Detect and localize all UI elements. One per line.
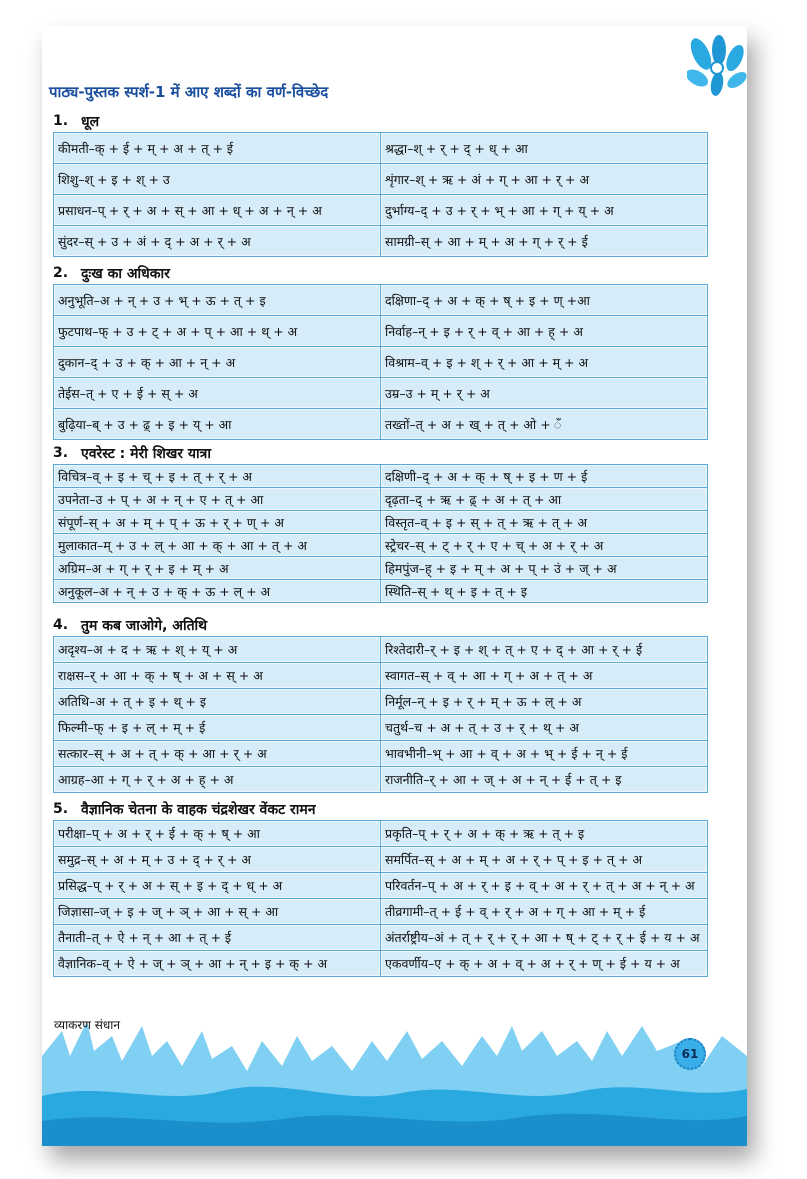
- table-cell: जिज्ञासा–ज् + इ + ज् + ञ् + आ + स् + आ: [54, 899, 381, 925]
- table-cell: सुंदर–स् + उ + अं + द् + अ + र् + अ: [54, 226, 381, 257]
- table-cell: फिल्मी–फ् + इ + ल् + म् + ई: [54, 715, 381, 741]
- table-cell: प्रकृति–प् + र् + अ + क् + ऋ + त् + इ: [381, 821, 708, 847]
- table-cell: उम्र–उ + म् + र् + अ: [381, 378, 708, 409]
- table-cell: स्वागत–स् + व् + आ + ग् + अ + त् + अ: [381, 663, 708, 689]
- table-cell: स्थिति–स् + थ् + इ + त् + इ: [381, 580, 708, 603]
- table-cell: अंतर्राष्ट्रीय–अं + त् + र् + र् + आ + ष् + ट् + र् + ई + य + अ: [381, 925, 708, 951]
- section-title: एवरेस्ट : मेरी शिखर यात्रा: [81, 445, 211, 462]
- section-number: 3.: [53, 445, 69, 461]
- table-row: [54, 663, 708, 689]
- section-title: धूल: [81, 113, 100, 130]
- section-heading: [49, 262, 704, 284]
- table-cell: राक्षस–र् + आ + क् + ष् + अ + स् + अ: [54, 663, 381, 689]
- section-title: तुम कब जाओगे, अतिथि: [81, 617, 208, 634]
- table-row: [54, 899, 708, 925]
- table-cell: वैज्ञानिक–व् + ऐ + ज् + ञ् + आ + न् + इ + क् + अ: [54, 951, 381, 977]
- table-row: [54, 226, 708, 257]
- table-cell: रिश्तेदारी–र् + इ + श् + त् + ए + द् + आ + र् + ई: [381, 637, 708, 663]
- wave-decoration: [42, 1011, 747, 1146]
- flower-decoration-icon: [687, 34, 747, 104]
- table-cell: भावभीनी–भ् + आ + व् + अ + भ् + ई + न् + ई: [381, 741, 708, 767]
- table-cell: तेईस–त् + ए + ई + स् + अ: [54, 378, 381, 409]
- table-cell: राजनीति–र् + आ + ज् + अ + न् + ई + त् + इ: [381, 767, 708, 793]
- table-cell: फुटपाथ–फ् + उ + ट् + अ + प् + आ + थ् + अ: [54, 316, 381, 347]
- table-cell: स्ट्रेचर–स् + ट् + र् + ए + च् + अ + र् + अ: [381, 534, 708, 557]
- table-row: [54, 488, 708, 511]
- table-row: [54, 409, 708, 440]
- table-row: [54, 164, 708, 195]
- table-cell: श्रद्धा–श् + र् + द् + ध् + आ: [381, 133, 708, 164]
- word-table: [53, 636, 708, 793]
- table-row: [54, 925, 708, 951]
- section-5: [49, 798, 704, 977]
- table-cell: परिवर्तन–प् + अ + र् + इ + व् + अ + र् + त् + अ + न् + अ: [381, 873, 708, 899]
- table-cell: निर्मूल–न् + इ + र् + म् + ऊ + ल् + अ: [381, 689, 708, 715]
- table-cell: शिशु–श् + इ + श् + उ: [54, 164, 381, 195]
- table-row: [54, 347, 708, 378]
- table-cell: कीमती–क् + ई + म् + अ + त् + ई: [54, 133, 381, 164]
- table-row: [54, 873, 708, 899]
- table-row: [54, 534, 708, 557]
- word-table: [53, 284, 708, 440]
- table-row: [54, 821, 708, 847]
- table-cell: परीक्षा–प् + अ + र् + ई + क् + ष् + आ: [54, 821, 381, 847]
- word-table: [53, 464, 708, 603]
- textbook-page: [42, 26, 747, 1146]
- table-cell: संपूर्ण–स् + अ + म् + प् + ऊ + र् + ण् + अ: [54, 511, 381, 534]
- section-number: 4.: [53, 617, 69, 633]
- table-row: [54, 465, 708, 488]
- table-cell: प्रसाधन–प् + र् + अ + स् + आ + ध् + अ + न् + अ: [54, 195, 381, 226]
- table-cell: तख्तों–त् + अ + ख् + त् + ओ + ँ: [381, 409, 708, 440]
- section-1: [49, 110, 704, 257]
- table-cell: दक्षिणा–द् + अ + क् + ष् + इ + ण् +आ: [381, 285, 708, 316]
- table-cell: समर्पित–स् + अ + म् + अ + र् + प् + इ + त् + अ: [381, 847, 708, 873]
- table-cell: प्रसिद्ध–प् + र् + अ + स् + इ + द् + ध् + अ: [54, 873, 381, 899]
- page-number-badge: 61: [674, 1038, 706, 1070]
- table-cell: चतुर्थ–च + अ + त् + उ + र् + थ् + अ: [381, 715, 708, 741]
- table-row: [54, 316, 708, 347]
- section-number: 5.: [53, 801, 69, 817]
- table-cell: सत्कार–स् + अ + त् + क् + आ + र् + अ: [54, 741, 381, 767]
- table-cell: आग्रह–आ + ग् + र् + अ + ह् + अ: [54, 767, 381, 793]
- table-row: [54, 378, 708, 409]
- table-cell: एकवर्णीय–ए + क् + अ + व् + अ + र् + ण् + ई + य + अ: [381, 951, 708, 977]
- table-row: [54, 511, 708, 534]
- table-cell: उपनेता–उ + प् + अ + न् + ए + त् + आ: [54, 488, 381, 511]
- table-cell: तीव्रगामी–त् + ई + व् + र् + अ + ग् + आ + म् + ई: [381, 899, 708, 925]
- table-row: [54, 951, 708, 977]
- table-cell: सामग्री–स् + आ + म् + अ + ग् + र् + ई: [381, 226, 708, 257]
- section-number: 1.: [53, 113, 69, 129]
- section-3: [49, 442, 704, 603]
- table-cell: तैनाती–त् + ऐ + न् + आ + त् + ई: [54, 925, 381, 951]
- table-cell: मुलाकात–म् + उ + ल् + आ + क् + आ + त् + अ: [54, 534, 381, 557]
- table-cell: बुढ़िया–ब् + उ + ढ़् + इ + य् + आ: [54, 409, 381, 440]
- section-heading: [49, 798, 704, 820]
- table-cell: दृढ़ता–द् + ऋ + ढ़् + अ + त् + आ: [381, 488, 708, 511]
- table-cell: अदृश्य–अ + द + ऋ + श् + य् + अ: [54, 637, 381, 663]
- table-cell: अतिथि–अ + त् + इ + थ् + इ: [54, 689, 381, 715]
- table-cell: समुद्र–स् + अ + म् + उ + द् + र् + अ: [54, 847, 381, 873]
- table-cell: विश्राम–व् + इ + श् + र् + आ + म् + अ: [381, 347, 708, 378]
- section-title: दुःख का अधिकार: [81, 265, 170, 282]
- table-cell: अग्रिम–अ + ग् + र् + इ + म् + अ: [54, 557, 381, 580]
- table-cell: शृंगार–श् + ऋ + अं + ग् + आ + र् + अ: [381, 164, 708, 195]
- section-heading: [49, 110, 704, 132]
- table-cell: दक्षिणी–द् + अ + क् + ष् + इ + ण + ई: [381, 465, 708, 488]
- section-2: [49, 262, 704, 440]
- table-cell: हिमपुंज–ह् + इ + म् + अ + प् + उं + ज् + अ: [381, 557, 708, 580]
- table-row: [54, 847, 708, 873]
- table-cell: दुर्भाग्य–द् + उ + र् + भ् + आ + ग् + य् + अ: [381, 195, 708, 226]
- table-row: [54, 637, 708, 663]
- table-cell: विस्तृत–व् + इ + स् + त् + ऋ + त् + अ: [381, 511, 708, 534]
- section-heading: [49, 442, 704, 464]
- word-table: [53, 820, 708, 977]
- table-row: [54, 285, 708, 316]
- table-cell: निर्वाह–न् + इ + र् + व् + आ + ह् + अ: [381, 316, 708, 347]
- section-heading: [49, 614, 704, 636]
- footer-label: व्याकरण संधान: [54, 1018, 121, 1032]
- page-title: पाठ्य-पुस्तक स्पर्श-1 में आए शब्दों का वर्ण-विच्छेद: [49, 83, 329, 101]
- section-number: 2.: [53, 265, 69, 281]
- table-row: [54, 133, 708, 164]
- table-cell: विचित्र–व् + इ + च् + इ + त् + र् + अ: [54, 465, 381, 488]
- table-row: [54, 557, 708, 580]
- table-cell: दुकान–द् + उ + क् + आ + न् + अ: [54, 347, 381, 378]
- table-row: [54, 741, 708, 767]
- word-table: [53, 132, 708, 257]
- table-row: [54, 195, 708, 226]
- section-title: वैज्ञानिक चेतना के वाहक चंद्रशेखर वेंकट रामन: [81, 801, 316, 818]
- section-4: [49, 614, 704, 793]
- table-row: [54, 715, 708, 741]
- table-cell: अनुकूल–अ + न् + उ + क् + ऊ + ल् + अ: [54, 580, 381, 603]
- table-row: [54, 767, 708, 793]
- table-cell: अनुभूति–अ + न् + उ + भ् + ऊ + त् + इ: [54, 285, 381, 316]
- table-row: [54, 689, 708, 715]
- table-row: [54, 580, 708, 603]
